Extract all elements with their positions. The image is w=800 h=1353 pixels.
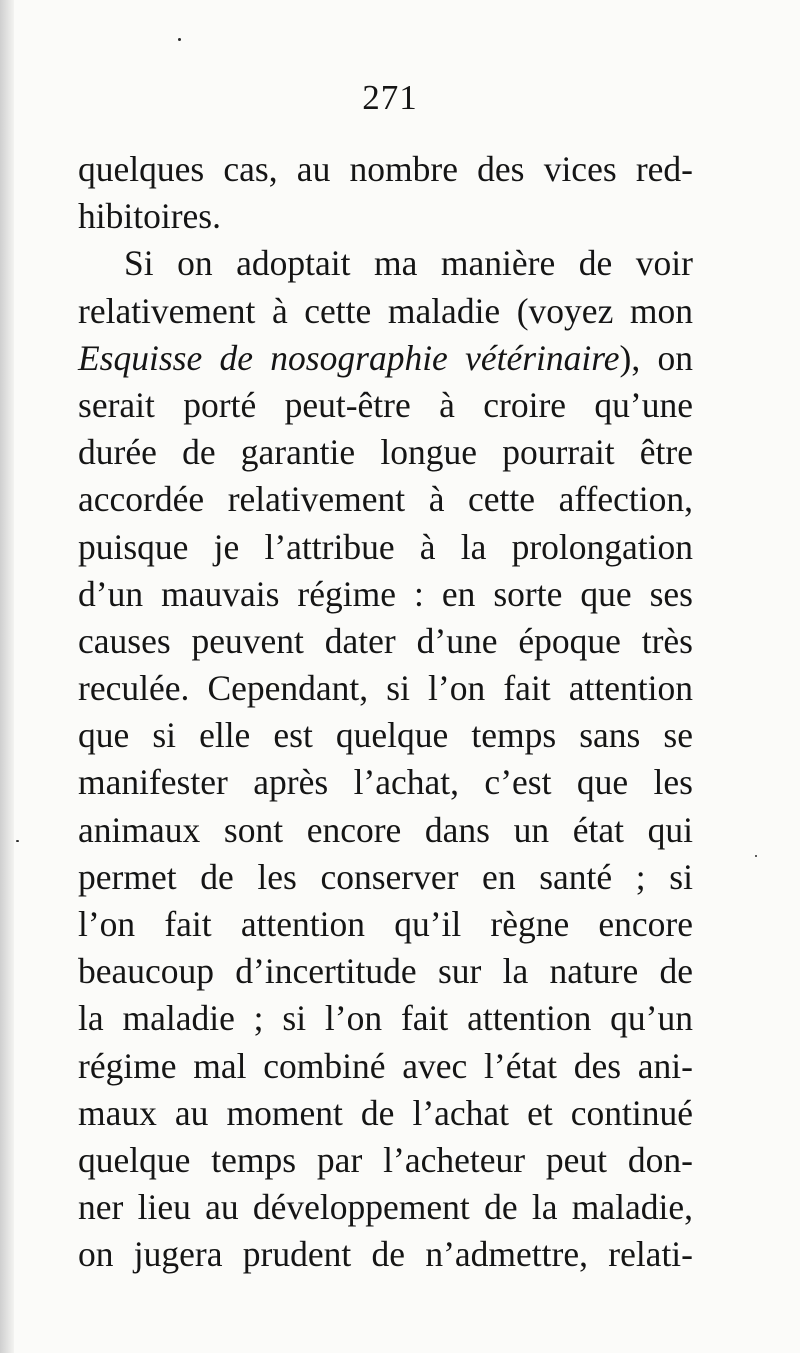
italic-book-title: Esquisse de nosographie vétérinaire: [78, 337, 620, 378]
text-line: maux au moment de l’achat et continué: [78, 1092, 693, 1133]
text-line: l’on fait attention qu’il règne encore: [78, 904, 693, 944]
text-line: la maladie ; si l’on fait attention qu’un: [78, 998, 693, 1039]
ink-speck: [178, 38, 181, 41]
text-line: causes peuvent dater d’une époque très: [78, 620, 693, 661]
text-line: Esquisse de nosographie vétérinaire), on: [78, 337, 694, 378]
text-line: accordée relativement à cette affection,: [78, 479, 693, 520]
text-line: ner lieu au développement de la maladie,: [78, 1187, 693, 1228]
text-line: régime mal combiné avec l’état des ani-: [78, 1045, 693, 1086]
text-line: relativement à cette maladie (voyez mon: [78, 290, 693, 331]
body-text: [78, 146, 693, 1279]
text-line: reculée. Cependant, si l’on fait attention: [78, 668, 693, 709]
text-line: permet de les conserver en santé ; si: [78, 856, 693, 897]
text-line: hibitoires.: [78, 196, 221, 237]
ink-speck: [16, 840, 19, 842]
text-line: d’un mauvais régime : en sorte que ses: [78, 573, 693, 614]
text-line: beaucoup d’incertitude sur la nature de: [78, 951, 693, 992]
page-number: 271: [362, 78, 418, 117]
text-line: que si elle est quelque temps sans se: [78, 715, 693, 756]
ink-speck: [755, 855, 757, 857]
paragraph-first-line: Si on adoptait ma manière de voir: [124, 243, 693, 284]
text-line: on jugera prudent de n’admettre, relati-: [78, 1234, 693, 1275]
text-line: quelque temps par l’acheteur peut don-: [78, 1139, 693, 1180]
text-line: manifester après l’achat, c’est que les: [78, 762, 693, 803]
text-line: serait porté peut-être à croire qu’une: [78, 384, 693, 425]
text-line: quelques cas, au nombre des vices red-: [78, 149, 693, 189]
text-line: puisque je l’attribue à la prolongation: [78, 526, 693, 567]
page-gutter-shadow: [0, 0, 14, 1353]
text-line: durée de garantie longue pourrait être: [78, 432, 693, 473]
text-line: animaux sont encore dans un état qui: [78, 809, 693, 850]
